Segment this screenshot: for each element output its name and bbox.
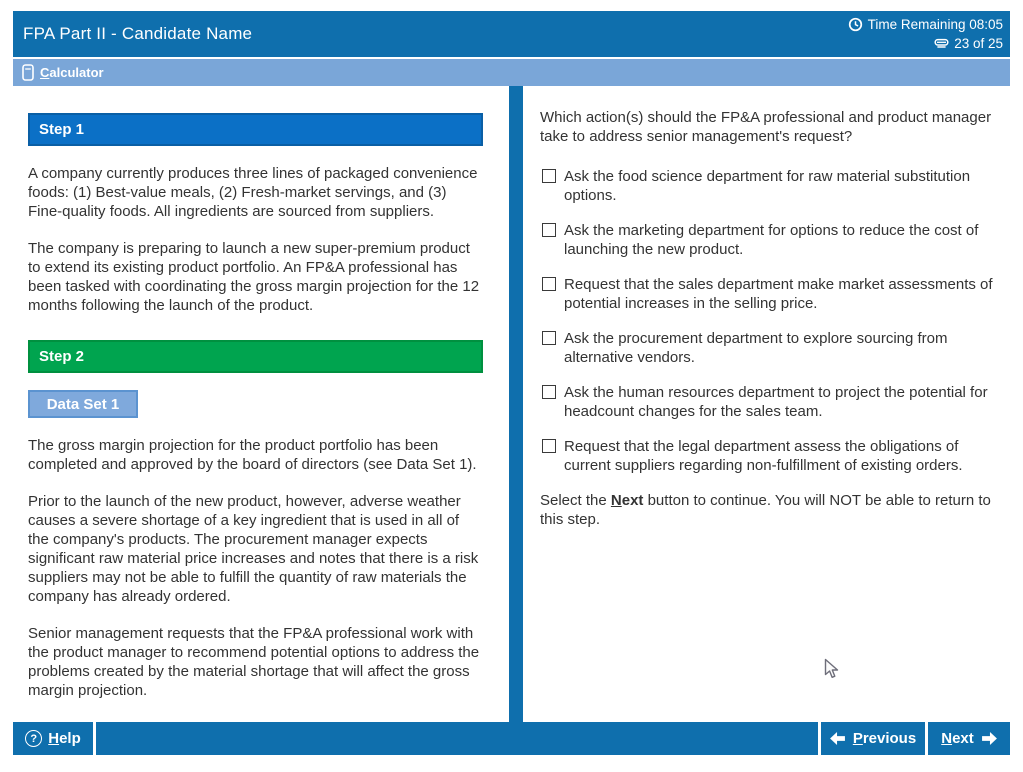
checkbox-icon[interactable] — [542, 439, 556, 453]
header-status — [848, 15, 1003, 53]
checkbox-icon[interactable] — [542, 331, 556, 345]
question-progress-label: 23 of 25 — [954, 36, 1003, 51]
arrow-left-icon — [830, 732, 845, 745]
calculator-toolbar — [13, 59, 1010, 86]
scenario-paragraph: Prior to the launch of the new product, however, adverse weather causes a severe shortage of a key ingredient that is used in all of the company's products. The procurement manager expects significant raw material price increases and notes that there is a risk suppliers may not be able to fulfill the quantity of raw materials the company has already ordered. — [28, 493, 479, 605]
scenario-paragraph: Senior management requests that the FP&A professional work with the product manager to recommend potential options to address the problems created by the material shortage that will affect the gross margin projection. — [28, 625, 480, 699]
previous-button[interactable] — [821, 722, 925, 755]
answer-option[interactable] — [540, 383, 995, 421]
answer-option-label: Request that the legal department assess the obligations of current suppliers regarding non-fulfillment of existing orders. — [564, 438, 963, 474]
title-bar — [13, 11, 1010, 57]
scenario-paragraph: The gross margin projection for the product portfolio has been completed and approved by the board of directors (see Data Set 1). — [28, 437, 477, 473]
checkbox-icon[interactable] — [542, 385, 556, 399]
previous-label: Previous — [852, 730, 917, 747]
calculator-button[interactable] — [22, 64, 104, 81]
scenario-paragraph: A company currently produces three lines of packaged convenience foods: (1) Best-value meals, (2) Fresh-market servings, and (3) Fine-quality foods. All ingredients are sourced from suppliers. — [28, 165, 478, 220]
answer-option-label: Ask the marketing department for options to reduce the cost of launching the new product. — [564, 222, 979, 258]
step1-header: Step 1 — [28, 113, 483, 146]
panel-splitter[interactable] — [509, 86, 523, 722]
answer-option[interactable] — [540, 167, 995, 205]
question-text: Which action(s) should the FP&A professional and product manager take to address senior management's request? — [540, 109, 992, 145]
navigation-bar-spacer — [96, 722, 818, 755]
help-label: Help — [48, 730, 81, 747]
checkbox-icon[interactable] — [542, 277, 556, 291]
exam-title: FPA Part II - Candidate Name — [23, 24, 253, 43]
calculator-icon — [22, 64, 34, 81]
next-label: Next — [941, 730, 974, 747]
calculator-label: Calculator — [40, 65, 104, 80]
answer-option[interactable] — [540, 221, 995, 259]
answer-option-label: Request that the sales department make market assessments of potential increases in the selling price. — [564, 276, 993, 312]
data-set-1-button[interactable]: Data Set 1 — [28, 390, 138, 418]
help-icon: ? — [25, 730, 42, 747]
navigation-instruction: Select the Next button to continue. You will NOT be able to return to this step. — [540, 492, 991, 528]
question-panel — [523, 86, 1010, 722]
scenario-panel — [13, 86, 509, 722]
step2-header: Step 2 — [28, 340, 483, 373]
answer-option[interactable] — [540, 437, 995, 475]
answer-option[interactable] — [540, 275, 995, 313]
question-progress-row — [848, 34, 1003, 53]
checkbox-icon[interactable] — [542, 169, 556, 183]
navigation-bar — [13, 722, 1010, 755]
arrow-right-icon — [982, 732, 997, 745]
answer-option-label: Ask the human resources department to project the potential for headcount changes for the sales team. — [564, 384, 988, 420]
clock-icon — [848, 17, 863, 32]
time-remaining-row — [848, 15, 1003, 34]
help-button[interactable] — [13, 722, 93, 755]
answer-option-label: Ask the procurement department to explore sourcing from alternative vendors. — [564, 330, 948, 366]
checkbox-icon[interactable] — [542, 223, 556, 237]
answer-options — [540, 167, 995, 475]
scenario-paragraph: The company is preparing to launch a new super-premium product to extend its existing product portfolio. An FP&A professional has been tasked with coordinating the gross margin projection for the 12 months following the launch of the product. — [28, 240, 480, 314]
time-remaining-label: Time Remaining 08:05 — [867, 17, 1003, 32]
mouse-cursor — [824, 658, 841, 686]
answer-option[interactable] — [540, 329, 995, 367]
page-counter-icon — [934, 37, 949, 50]
next-button[interactable] — [928, 722, 1010, 755]
answer-option-label: Ask the food science department for raw material substitution options. — [564, 168, 971, 204]
